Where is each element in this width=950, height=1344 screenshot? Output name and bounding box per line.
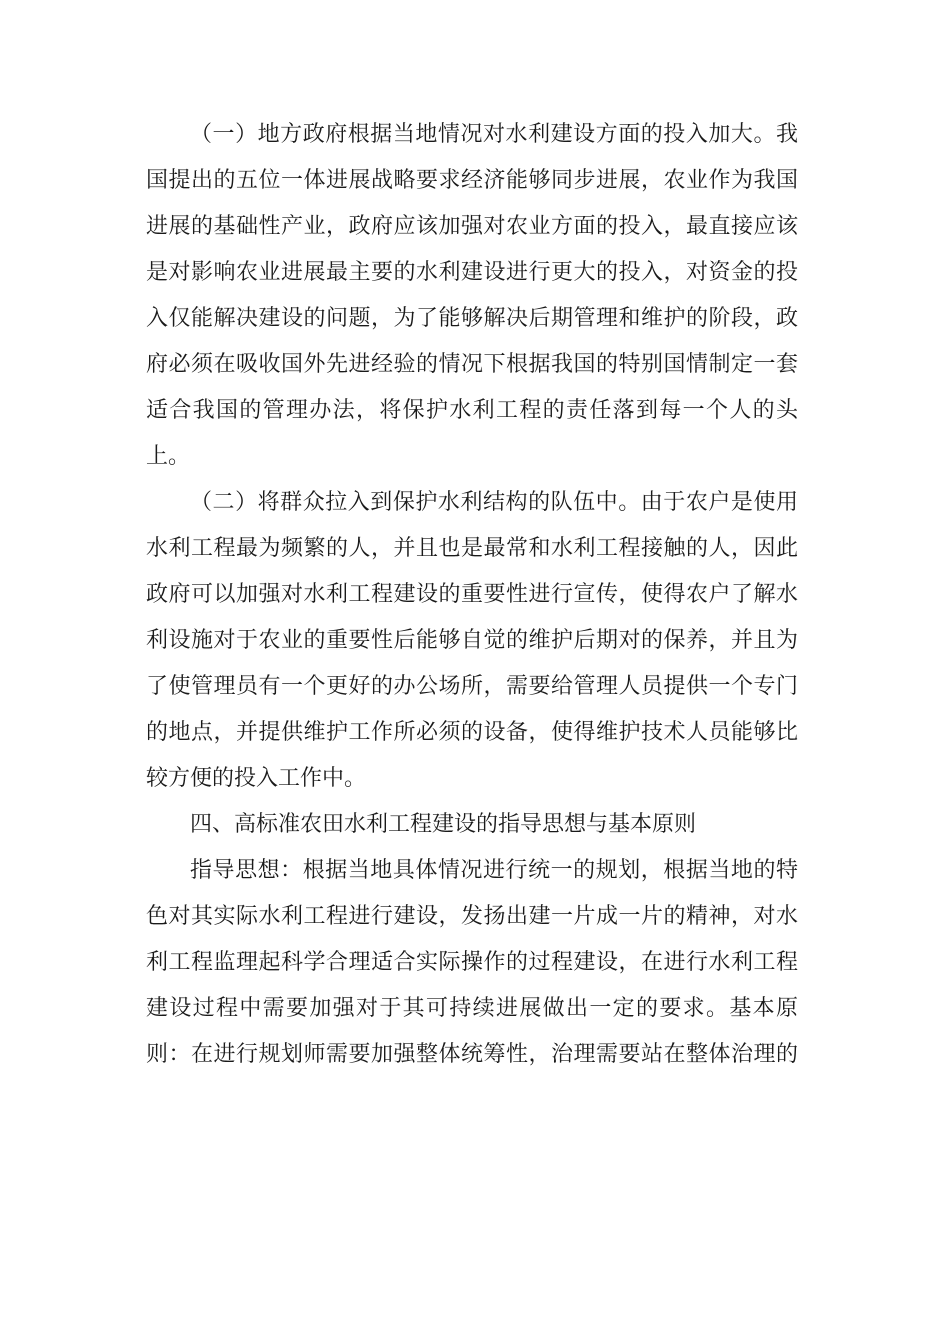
text-line-7: 适合我国的管理办法，将保护水利工程的责任落到每一个人的头 <box>146 398 798 423</box>
text-line-15: 较方便的投入工作中。 <box>146 766 367 791</box>
text-line-2: 国提出的五位一体进展战略要求经济能够同步进展，农业作为我国 <box>146 168 798 193</box>
text-line-12: 利设施对于农业的重要性后能够自觉的维护后期对的保养，并且为 <box>146 628 798 653</box>
text-line-14: 的地点，并提供维护工作所必须的设备，使得维护技术人员能够比 <box>146 720 798 745</box>
text-line-9: （二）将群众拉入到保护水利结构的队伍中。由于农户是使用 <box>190 490 798 515</box>
text-line-13: 了使管理员有一个更好的办公场所，需要给管理人员提供一个专门 <box>146 674 798 699</box>
text-line-21: 则：在进行规划师需要加强整体统筹性，治理需要站在整体治理的 <box>146 1042 798 1067</box>
text-line-4: 是对影响农业进展最主要的水利建设进行更大的投入，对资金的投 <box>146 260 798 285</box>
text-line-19: 利工程监理起科学合理适合实际操作的过程建设，在进行水利工程 <box>146 950 798 975</box>
section-heading: 四、高标准农田水利工程建设的指导思想与基本原则 <box>190 812 697 837</box>
text-line-17: 指导思想：根据当地具体情况进行统一的规划，根据当地的特 <box>190 858 798 883</box>
document-body <box>146 112 798 1078</box>
text-line-10: 水利工程最为频繁的人，并且也是最常和水利工程接触的人，因此 <box>146 536 798 561</box>
text-line-8: 上。 <box>146 444 191 469</box>
text-line-3: 进展的基础性产业，政府应该加强对农业方面的投入，最直接应该 <box>146 214 798 239</box>
text-line-11: 政府可以加强对水利工程建设的重要性进行宣传，使得农户了解水 <box>146 582 798 607</box>
text-line-1: （一）地方政府根据当地情况对水利建设方面的投入加大。我 <box>190 122 798 147</box>
text-line-20: 建设过程中需要加强对于其可持续进展做出一定的要求。基本原 <box>146 996 798 1021</box>
text-line-5: 入仅能解决建设的问题，为了能够解决后期管理和维护的阶段，政 <box>146 306 798 331</box>
text-line-6: 府必须在吸收国外先进经验的情况下根据我国的特别国情制定一套 <box>146 352 798 377</box>
text-line-18: 色对其实际水利工程进行建设，发扬出建一片成一片的精神，对水 <box>146 904 798 929</box>
